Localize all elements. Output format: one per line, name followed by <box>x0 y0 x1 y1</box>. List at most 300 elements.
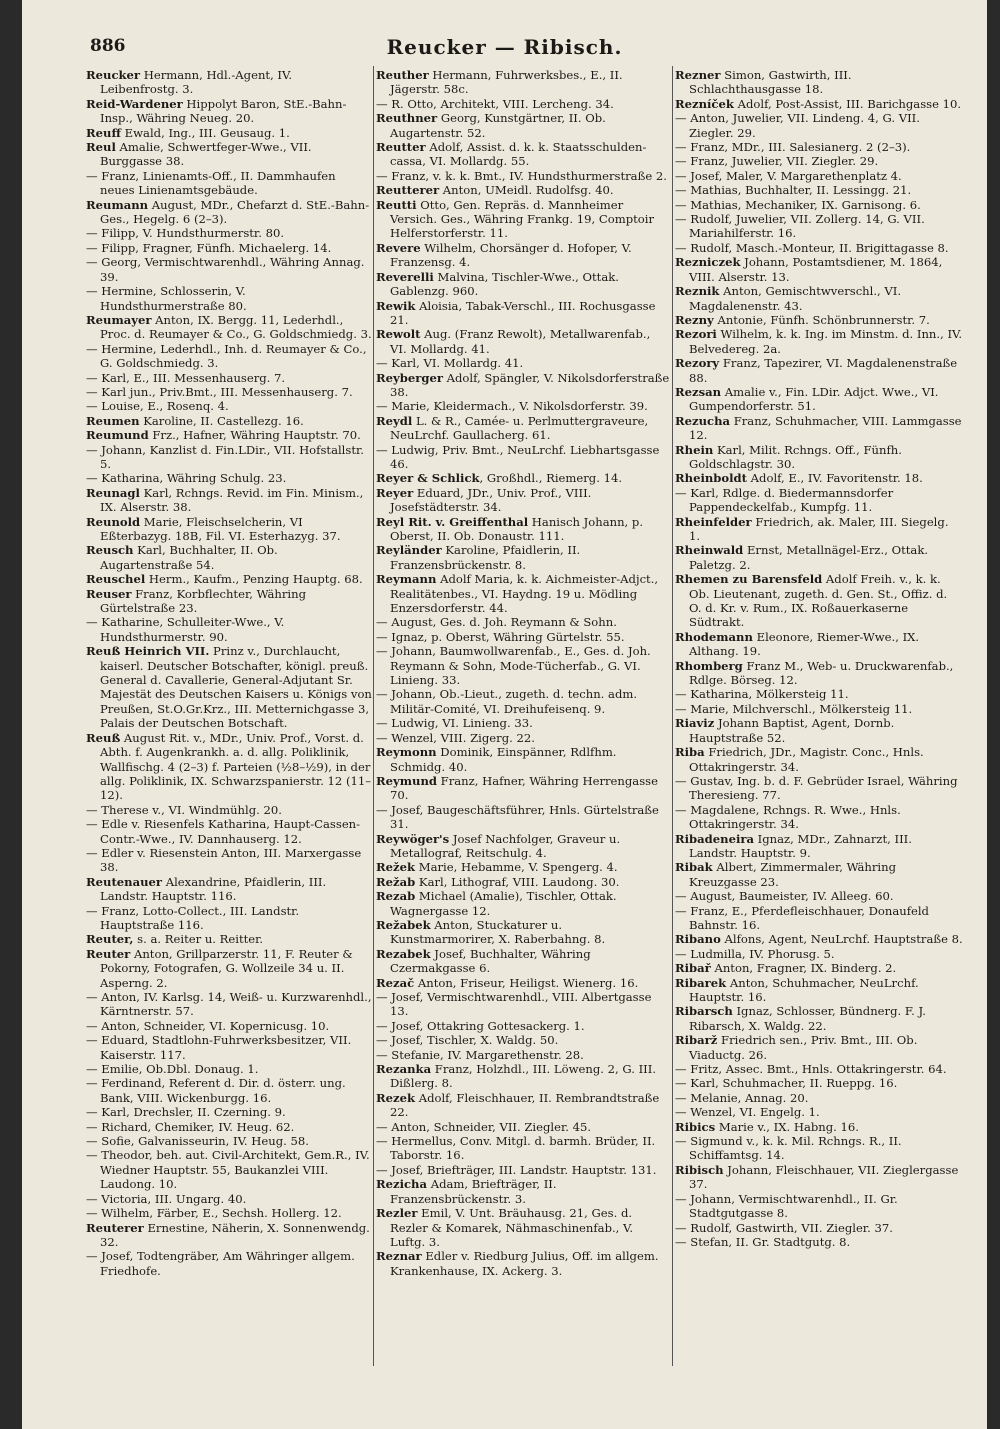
directory-entry <box>86 198 372 227</box>
entry-surname: Režek <box>376 860 416 875</box>
entry-details: — Ludmilla, IV. Phorusg. 5. <box>675 946 835 961</box>
entry-surname: Reyer & Schlick <box>376 471 480 486</box>
entry-details: — Franz, v. k. k. Bmt., IV. Hundsthurmerstraße 2. <box>376 168 667 183</box>
directory-entry <box>675 443 963 472</box>
directory-entry <box>86 515 372 544</box>
entry-details: Adolf Maria, k. k. Aichmeister-Adjct., Realitätenbes., VI. Haydng. 19 u. Mödling Enzersdorferstr. 44. <box>390 572 659 616</box>
entry-details: — Johann, Kanzlist d. Fin.LDir., VII. Hofstallstr. 5. <box>86 442 364 471</box>
entry-surname: Rheinfelder <box>675 514 752 529</box>
directory-entry <box>376 860 670 874</box>
directory-entry <box>86 428 372 442</box>
directory-entry <box>86 471 372 485</box>
entry-details: — Franz, MDr., III. Salesianerg. 2 (2–3). <box>675 140 911 155</box>
directory-entry <box>376 745 670 774</box>
entry-surname: Reid-Wardener <box>86 96 183 111</box>
entry-details: Hippolyt Baron, StE.-Bahn-Insp., Währing Neueg. 20. <box>100 96 347 126</box>
directory-entry <box>376 1120 670 1134</box>
directory-entry <box>86 97 372 126</box>
entry-surname: Reyl Rit. v. Greiffenthal <box>376 514 529 529</box>
directory-entry <box>675 543 963 572</box>
directory-entry <box>86 1221 372 1250</box>
entry-surname: Reuß <box>86 730 121 745</box>
page-number: 886 <box>90 36 126 56</box>
entry-details: Prinz v., Durchlaucht, kaiserl. Deutscher Botschafter, königl. preuß. General d. Cavallerie, General-Adjutant Sr. Majestät des Deutschen Kaisers u. Königs von Preußen, St.O.Gr.Krz., III. Metternichgasse 3, Palais der Deutschen Botschaft. <box>100 644 372 731</box>
directory-entry <box>675 327 963 356</box>
entry-surname: Rheinwald <box>675 543 744 558</box>
directory-entry <box>86 385 372 399</box>
directory-entry <box>86 255 372 284</box>
entry-surname: Reuterer <box>86 1220 144 1235</box>
entry-details: Adolf, Assist. d. k. k. Staatsschulden-cassa, VI. Mollardg. 55. <box>390 140 647 169</box>
directory-entry <box>675 284 963 313</box>
directory-entry <box>86 241 372 255</box>
entry-details: — Karl, Rdlge. d. Biedermannsdorfer Pappendeckelfab., Kumpfg. 11. <box>675 485 894 515</box>
entry-surname: Reuther <box>376 68 429 82</box>
directory-entry <box>376 630 670 644</box>
entry-details: — Katharina, Mölkersteig 11. <box>675 687 849 702</box>
directory-entry <box>675 169 963 183</box>
directory-entry <box>86 1019 372 1033</box>
column-3 <box>675 68 963 1368</box>
entry-details: Karl, Lithograf, VIII. Laudong. 30. <box>415 874 620 889</box>
entry-details: Marie v., IX. Habng. 16. <box>715 1119 859 1134</box>
entry-surname: Ribarek <box>675 975 727 990</box>
directory-entry <box>86 572 372 586</box>
entry-surname: Rezek <box>376 1090 416 1105</box>
entry-details: Karoline, Pfaidlerin, II. Franzensbrückenstr. 8. <box>390 543 581 572</box>
entry-surname: Rhemen zu Barensfeld <box>675 572 823 587</box>
entry-surname: Reuter, <box>86 932 134 947</box>
entry-details: Ignaz, MDr., Zahnarzt, III. Landstr. Hauptstr. 9. <box>689 831 912 860</box>
entry-surname: Rheinboldt <box>675 471 747 486</box>
entry-details: — August, Ges. d. Joh. Reymann & Sohn. <box>376 615 617 630</box>
entry-details: — Ludwig, Priv. Bmt., NeuLrchf. Liebhartsgasse 46. <box>376 442 660 471</box>
directory-entry <box>86 932 372 946</box>
entry-surname: Riba <box>675 745 705 760</box>
directory-entry <box>675 1163 963 1192</box>
entry-surname: Rewik <box>376 298 416 313</box>
entry-details: — Hermine, Lederhdl., Inh. d. Reumayer & Co., G. Goldschmiedg. 3. <box>86 341 367 371</box>
entry-surname: Revere <box>376 240 421 255</box>
entry-details: — Wenzel, VI. Engelg. 1. <box>675 1105 820 1120</box>
directory-entry <box>675 860 963 889</box>
entry-details: — Karl, Drechsler, II. Czerning. 9. <box>86 1105 286 1120</box>
entry-surname: Režab <box>376 874 416 889</box>
directory-entry <box>675 976 963 1005</box>
directory-entry <box>376 169 670 183</box>
entry-details: Adolf, Fleischhauer, II. Rembrandtstraße 22. <box>390 1090 660 1120</box>
entry-surname: Reumann <box>86 197 149 212</box>
directory-entry <box>675 832 963 861</box>
entry-details: Frz., Hafner, Währing Hauptstr. 70. <box>148 428 361 443</box>
entry-surname: Reutenauer <box>86 874 163 889</box>
entry-details: — Josef, Ottakring Gottesackerg. 1. <box>376 1018 585 1033</box>
directory-entry <box>675 1192 963 1221</box>
directory-entry <box>86 1062 372 1076</box>
entry-details: — Josef, Baugeschäftsführer, Hnls. Gürtelstraße 31. <box>376 802 659 832</box>
directory-entry <box>675 659 963 688</box>
entry-details: Friedrich, JDr., Magistr. Conc., Hnls. Ottakringerstr. 34. <box>689 745 924 774</box>
entry-details: Eleonore, Riemer-Wwe., IX. Althang. 19. <box>689 629 920 659</box>
entry-details: — Josef, Vermischtwarenhdl., VIII. Albertgasse 13. <box>376 990 652 1019</box>
directory-entry <box>376 875 670 889</box>
entry-details: — Franz, Juwelier, VII. Ziegler. 29. <box>675 154 879 169</box>
entry-surname: Reutterer <box>376 183 440 198</box>
entry-surname: Reumen <box>86 413 140 428</box>
entry-surname: Rezníček <box>675 96 734 111</box>
directory-entry <box>86 443 372 472</box>
directory-entry <box>675 1062 963 1076</box>
directory-page <box>22 0 987 1429</box>
directory-entry <box>86 1033 372 1062</box>
directory-entry <box>675 1091 963 1105</box>
directory-entry <box>376 111 670 140</box>
directory-entry <box>675 140 963 154</box>
entry-details: Dominik, Einspänner, Rdlfhm. Schmidg. 40. <box>390 745 617 774</box>
entry-details: Franz M., Web- u. Druckwarenfab., Rdlge. Börseg. 12. <box>689 658 954 688</box>
entry-details: — Stefanie, IV. Margarethenstr. 28. <box>376 1047 584 1062</box>
directory-entry <box>86 399 372 413</box>
entry-surname: Reyländer <box>376 543 442 558</box>
entry-surname: Reyer <box>376 485 414 500</box>
directory-entry <box>675 932 963 946</box>
entry-details: s. a. Reiter u. Reitter. <box>133 932 264 947</box>
entry-details: Johann, Postamtsdiener, M. 1864, VIII. Alserstr. 13. <box>689 255 943 284</box>
entry-surname: Reuß Heinrich VII. <box>86 644 210 659</box>
directory-entry <box>675 212 963 241</box>
directory-entry <box>376 774 670 803</box>
directory-entry <box>675 716 963 745</box>
directory-entry <box>376 803 670 832</box>
entry-details: — Franz, Linienamts-Off., II. Dammhaufen neues Linienamtsgebäude. <box>86 168 336 198</box>
entry-details: Anton, Friseur, Heiligst. Wienerg. 16. <box>414 975 639 990</box>
directory-entry <box>376 356 670 370</box>
directory-entry <box>86 817 372 846</box>
directory-entry <box>675 154 963 168</box>
directory-entry <box>86 414 372 428</box>
directory-entry <box>376 68 670 97</box>
entry-surname: Reucker <box>86 68 141 82</box>
directory-entry <box>86 990 372 1019</box>
directory-entry <box>675 572 963 630</box>
directory-entry <box>675 1120 963 1134</box>
entry-details: August, MDr., Chefarzt d. StE.-Bahn-Ges., Hegelg. 6 (2–3). <box>100 197 370 227</box>
directory-entry <box>376 832 670 861</box>
entry-surname: Reymund <box>376 773 437 788</box>
entry-details: Franz, Schuhmacher, VIII. Lammgasse 12. <box>689 413 962 443</box>
entry-surname: Reul <box>86 140 116 155</box>
entry-surname: Rezler <box>376 1206 418 1221</box>
directory-entry <box>675 111 963 140</box>
entry-surname: Rezanka <box>376 1062 432 1077</box>
entry-surname: Ribař <box>675 961 711 976</box>
directory-entry <box>675 904 963 933</box>
entry-details: — Ludwig, VI. Linieng. 33. <box>376 716 533 731</box>
directory-entry <box>675 241 963 255</box>
entry-surname: Reumund <box>86 428 149 443</box>
entry-details: Hermann, Hdl.-Agent, IV. Leibenfrostg. 3. <box>100 68 293 97</box>
entry-surname: Reutter <box>376 140 426 155</box>
entry-details: Georg, Kunstgärtner, II. Ob. Augartenstr. 52. <box>390 111 606 140</box>
entry-details: — Sofie, Galvanisseurin, IV. Heug. 58. <box>86 1134 309 1149</box>
entry-details: — Eduard, Stadtlohn-Fuhrwerksbesitzer, VII. Kaiserstr. 117. <box>86 1033 352 1062</box>
directory-entry <box>675 1134 963 1163</box>
entry-details: Hermann, Fuhrwerksbes., E., II. Jägerstr. 58c. <box>390 68 623 97</box>
column-2 <box>376 68 670 1368</box>
entry-surname: Riaviz <box>675 716 715 731</box>
directory-entry <box>86 284 372 313</box>
directory-entry <box>86 803 372 817</box>
entry-surname: Reutti <box>376 197 417 212</box>
directory-entry <box>376 443 670 472</box>
entry-surname: Režabek <box>376 917 431 932</box>
entry-surname: Rezner <box>675 68 721 82</box>
entry-details: — August, Baumeister, IV. Alleeg. 60. <box>675 889 894 904</box>
entry-surname: Reunagl <box>86 485 140 500</box>
entry-surname: Rezori <box>675 327 717 342</box>
directory-entry <box>376 140 670 169</box>
entry-surname: Rezab <box>376 889 416 904</box>
directory-entry <box>675 774 963 803</box>
directory-entry <box>86 169 372 198</box>
entry-details: Marie, Hebamme, V. Spengerg. 4. <box>415 860 618 875</box>
directory-entry <box>86 486 372 515</box>
directory-entry <box>376 1206 670 1249</box>
entry-surname: Reywöger's <box>376 831 450 846</box>
directory-entry <box>376 471 670 485</box>
entry-details: Franz, Hafner, Währing Herrengasse 70. <box>390 773 658 803</box>
entry-details: Karoline, II. Castellezg. 16. <box>139 413 304 428</box>
entry-details: — Emilie, Ob.Dbl. Donaug. 1. <box>86 1062 259 1077</box>
directory-entry <box>86 731 372 803</box>
directory-entry <box>86 947 372 990</box>
entry-surname: Ribarž <box>675 1033 718 1048</box>
directory-entry <box>675 414 963 443</box>
directory-entry <box>376 1033 670 1047</box>
directory-entry <box>376 1019 670 1033</box>
directory-entry <box>376 1091 670 1120</box>
entry-details: — Marie, Kleidermach., V. Nikolsdorferstr. 39. <box>376 399 648 414</box>
entry-surname: Reuter <box>86 946 131 961</box>
entry-details: Josef, Buchhalter, Währing Czermakgasse 6. <box>390 946 591 976</box>
entry-details: Anton, UMeidl. Rudolfsg. 40. <box>439 183 614 198</box>
directory-entry <box>376 1062 670 1091</box>
entry-details: Edler v. Riedburg Julius, Off. im allgem. Krankenhause, IX. Ackerg. 3. <box>390 1249 659 1278</box>
entry-details: — Josef, Maler, V. Margarethenplatz 4. <box>675 168 902 183</box>
entry-details: — Sigmund v., k. k. Mil. Rchngs. R., II. Schiffamtsg. 14. <box>675 1134 902 1163</box>
entry-details: Anton, Grillparzerstr. 11, F. Reuter & Pokorny, Fotografen, G. Wollzeile 34 u. II. Asperng. 2. <box>100 946 353 990</box>
entry-details: — Rudolf, Juwelier, VII. Zollerg. 14, G. VII. Mariahilferstr. 16. <box>675 212 925 241</box>
entry-surname: Ribak <box>675 860 713 875</box>
entry-details: — Hermellus, Conv. Mitgl. d. barmh. Brüder, II. Taborstr. 16. <box>376 1134 656 1163</box>
directory-entry <box>86 371 372 385</box>
entry-details: — Ignaz, p. Oberst, Währing Gürtelstr. 55. <box>376 629 625 644</box>
entry-details: Emil, V. Unt. Bräuhausg. 21, Ges. d. Rezler & Komarek, Nähmaschinenfab., V. Luftg. 3. <box>390 1206 634 1249</box>
directory-entry <box>376 976 670 990</box>
entry-details: — R. Otto, Architekt, VIII. Lercheng. 34. <box>376 96 614 111</box>
directory-entry <box>675 486 963 515</box>
directory-entry <box>675 1033 963 1062</box>
entry-details: Franz, Korbflechter, Währing Gürtelstraße 23. <box>100 586 307 616</box>
entry-details: August Rit. v., MDr., Univ. Prof., Vorst. d. Abth. f. Augenkrankh. a. d. allg. Poliklinik, Wallfischg. 4 (2–3) f. Parteien (½8–½9), in der allg. Poliklinik, IX. Schwarzspanierstr. 12 (11–12). <box>100 730 372 803</box>
entry-details: Simon, Gastwirth, III. Schlachthausgasse 18. <box>689 68 852 97</box>
directory-entry <box>86 543 372 572</box>
entry-details: Ernestine, Näherin, X. Sonnenwendg. 32. <box>100 1220 370 1249</box>
directory-entry <box>376 97 670 111</box>
entry-details: Franz, Tapezirer, VI. Magdalenenstraße 88. <box>689 356 958 385</box>
directory-entry <box>376 644 670 687</box>
entry-details: Marie, Fleischselcherin, VI Eßterbazyg. 18B, Fil. VI. Esterhazyg. 37. <box>100 514 341 543</box>
entry-details: — Anton, IV. Karlsg. 14, Weiß- u. Kurzwarenhdl., Kärntnerstr. 57. <box>86 990 372 1019</box>
entry-details: Alexandrine, Pfaidlerin, III. Landstr. Hauptstr. 116. <box>100 874 327 904</box>
directory-entry <box>86 1148 372 1191</box>
entry-details: Eduard, JDr., Univ. Prof., VIII. Josefstädterstr. 34. <box>390 485 592 515</box>
entry-details: Ernst, Metallnägel-Erz., Ottak. Paletzg. 2. <box>689 543 929 572</box>
directory-entry <box>376 615 670 629</box>
directory-entry <box>376 572 670 615</box>
entry-surname: Rezory <box>675 356 720 371</box>
entry-surname: Rezicha <box>376 1177 428 1192</box>
directory-entry <box>376 270 670 299</box>
entry-details: Aloisia, Tabak-Verschl., III. Rochusgasse 21. <box>390 298 656 327</box>
entry-details: Ignaz, Schlosser, Bündnerg. F. J. Ribarsch, X. Waldg. 22. <box>689 1004 926 1033</box>
directory-entry <box>376 399 670 413</box>
entry-details: — Katharine, Schulleiter-Wwe., V. Hundsthurmerstr. 90. <box>86 615 285 644</box>
entry-details: Ewald, Ing., III. Geusaug. 1. <box>120 125 290 140</box>
entry-surname: Reuser <box>86 586 132 601</box>
entry-surname: Rewolt <box>376 327 421 342</box>
directory-entry <box>86 313 372 342</box>
directory-entry <box>675 183 963 197</box>
entry-details: — Rudolf, Gastwirth, VII. Ziegler. 37. <box>675 1220 893 1235</box>
entry-details: Anton, Schuhmacher, NeuLrchf. Hauptstr. 16. <box>689 975 919 1004</box>
entry-details: — Hermine, Schlosserin, V. Hundsthurmerstraße 80. <box>86 284 247 313</box>
directory-entry <box>376 486 670 515</box>
directory-entry <box>376 1177 670 1206</box>
entry-surname: Reuff <box>86 125 121 140</box>
entry-details: Adam, Briefträger, II. Franzensbrückenstr. 3. <box>390 1177 557 1206</box>
entry-details: Aug. (Franz Rewolt), Metallwarenfab., VI. Mollardg. 41. <box>390 327 651 356</box>
entry-details: — Theodor, beh. aut. Civil-Architekt, Gem.R., IV. Wiedner Hauptstr. 55, Baukanzlei VIII. Laudong. 10. <box>86 1148 370 1192</box>
column-divider <box>373 66 374 1366</box>
entry-details: Wilhelm, k. k. Ing. im Minstm. d. Inn., IV. Belvedereg. 2a. <box>689 327 963 356</box>
entry-details: — Victoria, III. Ungarg. 40. <box>86 1191 247 1206</box>
entry-details: — Johann, Baumwollwarenfab., E., Ges. d. Joh. Reymann & Sohn, Mode-Tücherfab., G. VI. Linieng. 33. <box>376 644 651 688</box>
directory-entry <box>86 644 372 730</box>
entry-details: Michael (Amalie), Tischler, Ottak. Wagnergasse 12. <box>390 889 617 918</box>
directory-entry <box>675 356 963 385</box>
entry-details: — Franz, Lotto-Collect., III. Landstr. Hauptstraße 116. <box>86 903 300 932</box>
entry-details: Johann Baptist, Agent, Dornb. Hauptstraße 52. <box>689 716 895 745</box>
directory-entry <box>675 702 963 716</box>
directory-entry <box>376 543 670 572</box>
entry-details: Adolf, Spängler, V. Nikolsdorferstraße 38. <box>390 370 670 399</box>
entry-details: — Karl, VI. Mollardg. 41. <box>376 356 524 371</box>
directory-entry <box>86 1134 372 1148</box>
directory-entry <box>376 1249 670 1278</box>
entry-surname: Reyberger <box>376 370 443 385</box>
directory-entry <box>86 68 372 97</box>
entry-surname: Rezny <box>675 312 714 327</box>
entry-details: Alfons, Agent, NeuLrchf. Hauptstraße 8. <box>720 932 963 947</box>
entry-surname: Ribano <box>675 932 721 947</box>
entry-details: — Johann, Ob.-Lieut., zugeth. d. techn. adm. Militär-Comité, VI. Dreihufeisenq. 9. <box>376 687 638 716</box>
entry-surname: Rhomberg <box>675 658 743 673</box>
entry-details: — Johann, Vermischtwarenhdl., II. Gr. Stadtgutgasse 8. <box>675 1191 898 1221</box>
directory-entry <box>376 1163 670 1177</box>
directory-entry <box>86 140 372 169</box>
entry-surname: Rhein <box>675 442 714 457</box>
entry-surname: Ribarsch <box>675 1004 733 1019</box>
directory-entry <box>86 1120 372 1134</box>
entry-details: — Mathias, Buchhalter, II. Lessingg. 21. <box>675 183 912 198</box>
entry-details: Karl, Rchngs. Revid. im Fin. Minism., IX. Alserstr. 38. <box>100 485 364 515</box>
directory-entry <box>376 241 670 270</box>
directory-entry <box>86 126 372 140</box>
entry-details: — Fritz, Assec. Bmt., Hnls. Ottakringerstr. 64. <box>675 1062 947 1077</box>
directory-entry <box>675 198 963 212</box>
entry-details: Karl, Milit. Rchngs. Off., Fünfh. Goldschlagstr. 30. <box>689 442 902 471</box>
directory-entry <box>675 1105 963 1119</box>
entry-surname: Reumayer <box>86 312 152 327</box>
directory-entry <box>675 745 963 774</box>
directory-entry <box>376 716 670 730</box>
entry-details: Friedrich sen., Priv. Bmt., III. Ob. Viaductg. 26. <box>689 1033 918 1062</box>
entry-details: — Rudolf, Masch.-Monteur, II. Brigittagasse 8. <box>675 240 949 255</box>
entry-details: Albert, Zimmermaler, Währing Kreuzgasse 23. <box>689 860 897 889</box>
entry-details: Anton, Gemischtwverschl., VI. Magdalenenstr. 43. <box>689 284 902 313</box>
entry-details: Antonie, Fünfh. Schönbrunnerstr. 7. <box>713 312 930 327</box>
directory-entry <box>675 255 963 284</box>
entry-details: — Franz, E., Pferdefleischhauer, Donaufeld Bahnstr. 16. <box>675 903 929 932</box>
directory-entry <box>675 687 963 701</box>
directory-entry <box>376 1048 670 1062</box>
directory-entry <box>376 1134 670 1163</box>
column-divider <box>672 66 673 1366</box>
directory-entry <box>675 630 963 659</box>
entry-details: — Josef, Todtengräber, Am Währinger allgem. Friedhofe. <box>86 1249 355 1278</box>
entry-details: — Mathias, Mechaniker, IX. Garnisong. 6. <box>675 197 921 212</box>
entry-details: — Katharina, Währing Schulg. 23. <box>86 471 287 486</box>
entry-details: Johann, Fleischhauer, VII. Zieglergasse 37. <box>689 1162 959 1192</box>
directory-entry <box>86 904 372 933</box>
running-head: Reucker — Ribisch. <box>386 35 623 59</box>
entry-details: — Josef, Briefträger, III. Landstr. Hauptstr. 131. <box>376 1162 657 1177</box>
entry-details: — Magdalene, Rchngs. R. Wwe., Hnls. Ottakringerstr. 34. <box>675 802 901 832</box>
entry-surname: Rezabek <box>376 946 431 961</box>
directory-entry <box>376 990 670 1019</box>
entry-details: Hanisch Johann, p. Oberst, II. Ob. Donaustr. 111. <box>390 514 644 543</box>
entry-details: L. & R., Camée- u. Perlmuttergraveure, NeuLrchf. Gaullacherg. 61. <box>390 413 649 443</box>
directory-entry <box>675 961 963 975</box>
entry-details: — Marie, Milchverschl., Mölkersteig 11. <box>675 701 913 716</box>
entry-surname: Reuthner <box>376 111 438 126</box>
directory-entry <box>376 183 670 197</box>
directory-entry <box>376 371 670 400</box>
entry-details: Anton, Fragner, IX. Binderg. 2. <box>710 961 897 976</box>
entry-details: — Stefan, II. Gr. Stadtgutg. 8. <box>675 1234 851 1249</box>
entry-details: Franz, Holzhdl., III. Löweng. 2, G. III. Dißlerg. 8. <box>390 1062 657 1091</box>
directory-entry <box>86 1192 372 1206</box>
entry-surname: Reydl <box>376 413 413 428</box>
entry-details: — Richard, Chemiker, IV. Heug. 62. <box>86 1119 295 1134</box>
entry-details: Karl, Buchhalter, II. Ob. Augartenstraße 54. <box>100 543 278 572</box>
entry-details: , Großhdl., Riemerg. 14. <box>479 471 623 486</box>
entry-details: Friedrich, ak. Maler, III. Siegelg. 1. <box>689 514 949 543</box>
entry-details: — Wenzel, VIII. Zigerg. 22. <box>376 730 535 745</box>
entry-details: — Edle v. Riesenfels Katharina, Haupt-Cassen-Contr.-Wwe., IV. Dannhauserg. 12. <box>86 817 361 846</box>
directory-entry <box>675 1235 963 1249</box>
